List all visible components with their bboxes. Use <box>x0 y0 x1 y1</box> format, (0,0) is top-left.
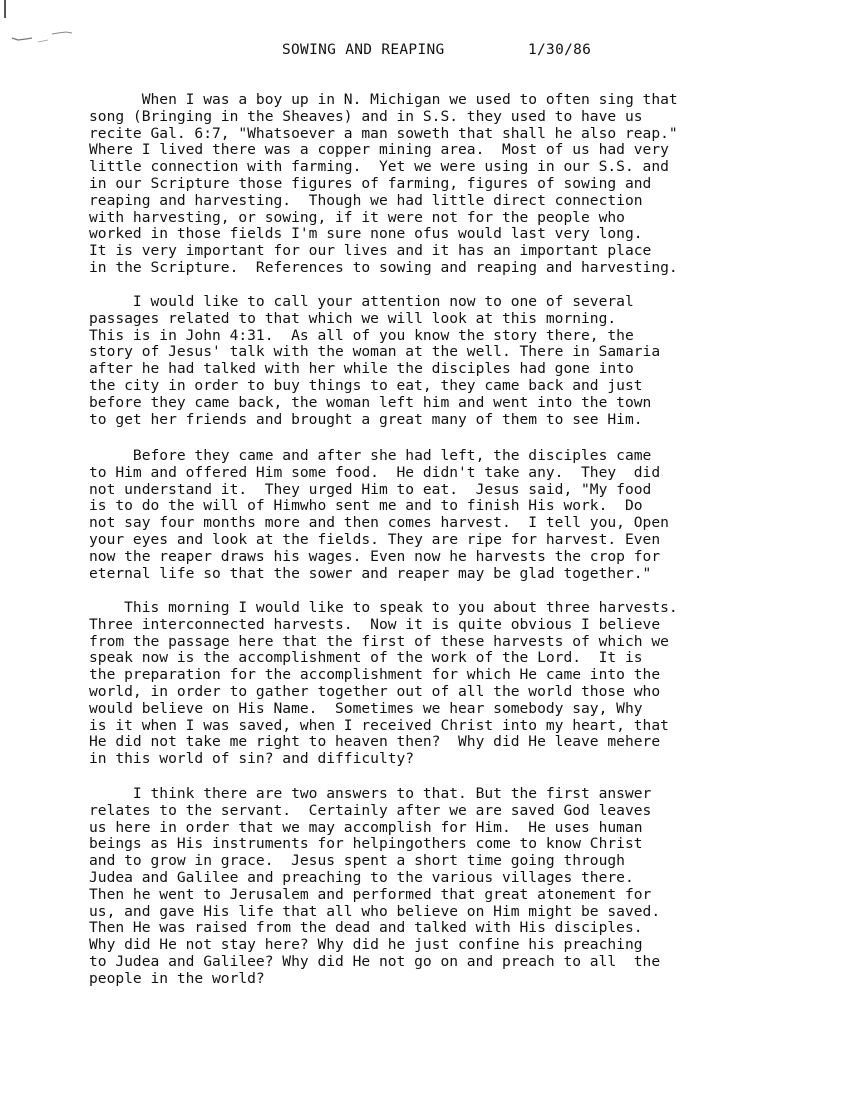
text-line: in the Scripture. References to sowing and reaping and harvesting. <box>89 258 678 276</box>
text-line: Then he went to Jerusalem and performed that great atonement for <box>89 885 652 903</box>
text-line: recite Gal. 6:7, "Whatsoever a man soweth that shall he also reap." <box>89 124 678 142</box>
text-line: It is very important for our lives and it has an important place <box>89 242 652 260</box>
text-line: Before they came and after she had left, the disciples came <box>89 447 652 464</box>
text-line: Then He was raised from the dead and talked with His disciples. <box>89 919 643 937</box>
text-line: in this world of sin? and difficulty? <box>89 750 415 768</box>
text-line: is to do the will of Himwho sent me and to finish His work. Do <box>89 497 643 515</box>
text-line: after he had talked with her while the disciples had gone into <box>89 360 634 378</box>
text-line: to Judea and Galilee? Why did He not go on and preach to all the <box>89 952 661 970</box>
text-line: the preparation for the accomplishment for which He came into the <box>89 666 661 684</box>
text-line: before they came back, the woman left him and went into the town <box>89 393 652 411</box>
text-line: people in the world? <box>89 969 265 987</box>
text-line: Where I lived there was a copper mining area. Most of us had very <box>89 141 669 159</box>
document-title: SOWING AND REAPING <box>282 42 445 58</box>
document-header <box>0 38 849 62</box>
document-date: 1/30/86 <box>528 42 592 58</box>
text-line: When I was a boy up in N. Michigan we used to often sing that <box>89 91 678 108</box>
text-line: not say four months more and then comes harvest. I tell you, Open <box>89 514 669 532</box>
text-line: speak now is the accomplishment of the work of the Lord. It is <box>89 649 643 667</box>
text-line: story of Jesus' talk with the woman at the well. There in Samaria <box>89 343 661 361</box>
text-line: reaping and harvesting. Though we had little direct connection <box>89 191 643 209</box>
text-line: with harvesting, or sowing, if it were not for the people who <box>89 208 625 226</box>
text-line: the city in order to buy things to eat, they came back and just <box>89 376 643 394</box>
text-line: to get her friends and brought a great many of them to see Him. <box>89 410 643 428</box>
text-line: little connection with farming. Yet we were using in our S.S. and <box>89 158 669 176</box>
text-line: He did not take me right to heaven then? Why did He leave mehere <box>89 733 661 751</box>
text-line: passages related to that which we will look at this morning. <box>89 309 617 327</box>
text-line: I think there are two answers to that. But the first answer <box>89 785 652 802</box>
text-line: from the passage here that the first of these harvests of which we <box>89 632 669 650</box>
text-line: world, in order to gather together out of all the world those who <box>89 682 661 700</box>
paragraph-3 <box>89 448 789 582</box>
text-line: us, and gave His life that all who believe on Him might be saved. <box>89 902 661 920</box>
text-line: song (Bringing in the Sheaves) and in S.S. they used to have us <box>89 107 643 125</box>
paragraph-1 <box>89 92 789 277</box>
text-line: in our Scripture those figures of farming, figures of sowing and <box>89 174 652 192</box>
paragraph-2 <box>89 294 789 428</box>
text-line: and to grow in grace. Jesus spent a short time going through <box>89 852 625 870</box>
text-line: to Him and offered Him some food. He didn't take any. They did <box>89 463 661 481</box>
text-line: Judea and Galilee and preaching to the various villages there. <box>89 868 634 886</box>
text-line: eternal life so that the sower and reaper may be glad together." <box>89 564 652 582</box>
text-line: Three interconnected harvests. Now it is quite obvious I believe <box>89 615 661 633</box>
text-line: worked in those fields I'm sure none ofus would last very long. <box>89 225 643 243</box>
paragraph-5 <box>89 786 789 988</box>
text-line: would believe on His Name. Sometimes we hear somebody say, Why <box>89 699 643 717</box>
text-line: This is in John 4:31. As all of you know the story there, the <box>89 326 634 344</box>
scan-corner-mark <box>4 0 6 18</box>
text-line: beings as His instruments for helpingothers come to know Christ <box>89 835 643 853</box>
text-line: your eyes and look at the fields. They are ripe for harvest. Even <box>89 530 661 548</box>
text-line: relates to the servant. Certainly after we are saved God leaves <box>89 801 652 819</box>
text-line: not understand it. They urged Him to eat. Jesus said, "My food <box>89 480 652 498</box>
text-line: now the reaper draws his wages. Even now he harvests the crop for <box>89 547 661 565</box>
paragraph-4 <box>89 600 789 768</box>
text-line: is it when I was saved, when I received Christ into my heart, that <box>89 716 669 734</box>
text-line: This morning I would like to speak to you about three harvests. <box>89 599 678 616</box>
text-line: us here in order that we may accomplish for Him. He uses human <box>89 818 643 836</box>
text-line: Why did He not stay here? Why did he just confine his preaching <box>89 936 643 954</box>
text-line: I would like to call your attention now to one of several <box>89 293 634 310</box>
